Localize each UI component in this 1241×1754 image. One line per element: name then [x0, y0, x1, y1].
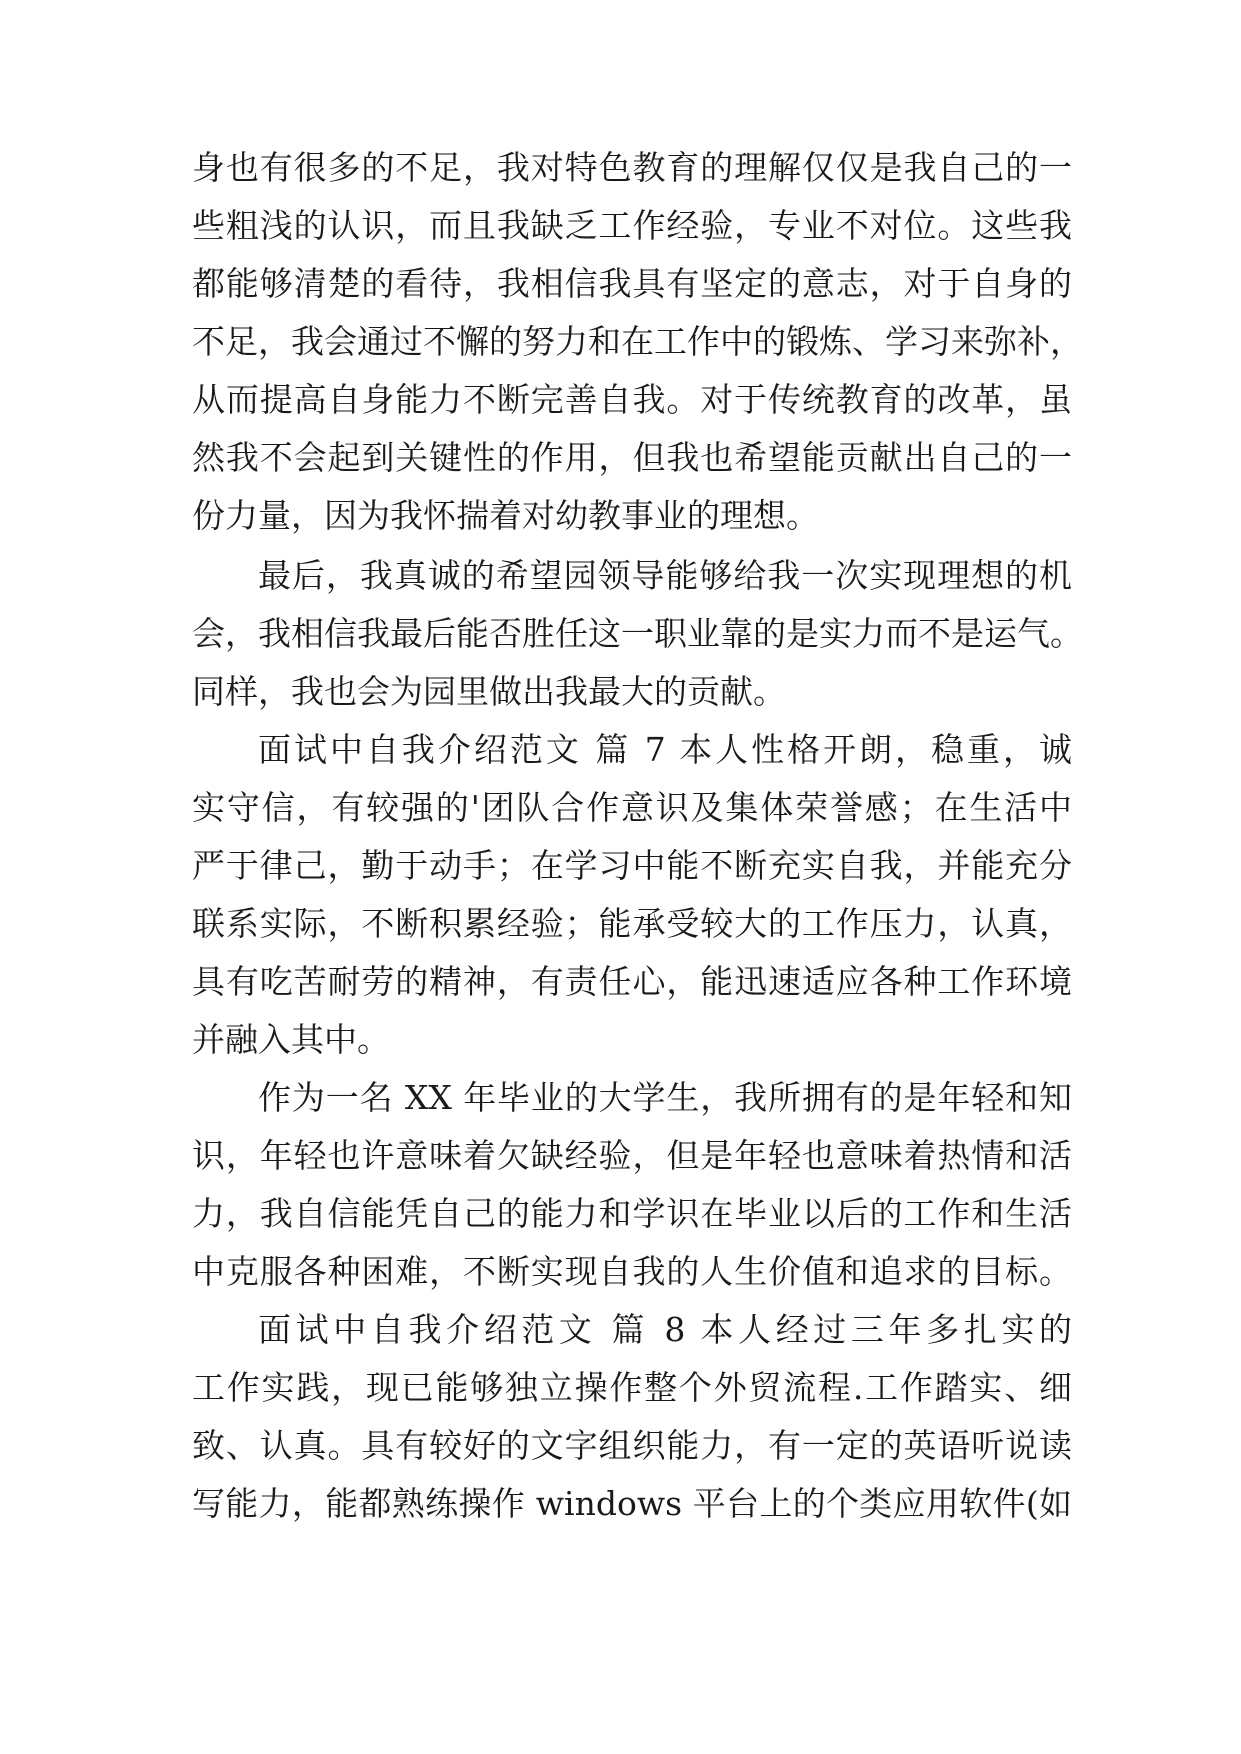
text-line: 致、认真。具有较好的文字组织能力，有一定的英语听说读	[192, 1426, 1072, 1465]
text-line: 中克服各种困难，不断实现自我的人生价值和追求的目标。	[192, 1252, 1072, 1291]
text-line: 并融入其中。	[192, 1020, 390, 1059]
paragraph-first-line: 作为一名 XX 年毕业的大学生，我所拥有的是年轻和知	[258, 1078, 1072, 1117]
text-line: 都能够清楚的看待，我相信我具有坚定的意志，对于自身的	[192, 264, 1072, 303]
text-line: 身也有很多的不足，我对特色教育的理解仅仅是我自己的一	[192, 148, 1072, 187]
text-line: 些粗浅的认识，而且我缺乏工作经验，专业不对位。这些我	[192, 206, 1072, 245]
text-line: 份力量，因为我怀揣着对幼教事业的理想。	[192, 496, 819, 535]
text-line: 实守信，有较强的'团队合作意识及集体荣誉感；在生活中	[192, 788, 1072, 827]
text-line: 严于律己，勤于动手；在学习中能不断充实自我，并能充分	[192, 846, 1072, 885]
text-line: 联系实际，不断积累经验；能承受较大的工作压力，认真，	[192, 904, 1072, 943]
text-line: 识，年轻也许意味着欠缺经验，但是年轻也意味着热情和活	[192, 1136, 1072, 1175]
text-line: 具有吃苦耐劳的精神，有责任心，能迅速适应各种工作环境	[192, 962, 1072, 1001]
text-line: 从而提高自身能力不断完善自我。对于传统教育的改革，虽	[192, 380, 1072, 419]
text-line: 工作实践，现已能够独立操作整个外贸流程.工作踏实、细	[192, 1368, 1072, 1407]
text-line: 写能力，能都熟练操作 windows 平台上的个类应用软件(如	[192, 1484, 1072, 1523]
section-heading-line: 面试中自我介绍范文 篇 8 本人经过三年多扎实的	[258, 1310, 1072, 1349]
text-line: 不足，我会通过不懈的努力和在工作中的锻炼、学习来弥补，	[192, 322, 1083, 361]
text-line: 会，我相信我最后能否胜任这一职业靠的是实力而不是运气。	[192, 614, 1083, 653]
text-line: 然我不会起到关键性的作用，但我也希望能贡献出自己的一	[192, 438, 1072, 477]
text-line: 同样，我也会为园里做出我最大的贡献。	[192, 672, 786, 711]
text-line: 力，我自信能凭自己的能力和学识在毕业以后的工作和生活	[192, 1194, 1072, 1233]
paragraph-first-line: 最后，我真诚的希望园领导能够给我一次实现理想的机	[258, 556, 1072, 595]
section-heading-line: 面试中自我介绍范文 篇 7 本人性格开朗，稳重，诚	[258, 730, 1072, 769]
